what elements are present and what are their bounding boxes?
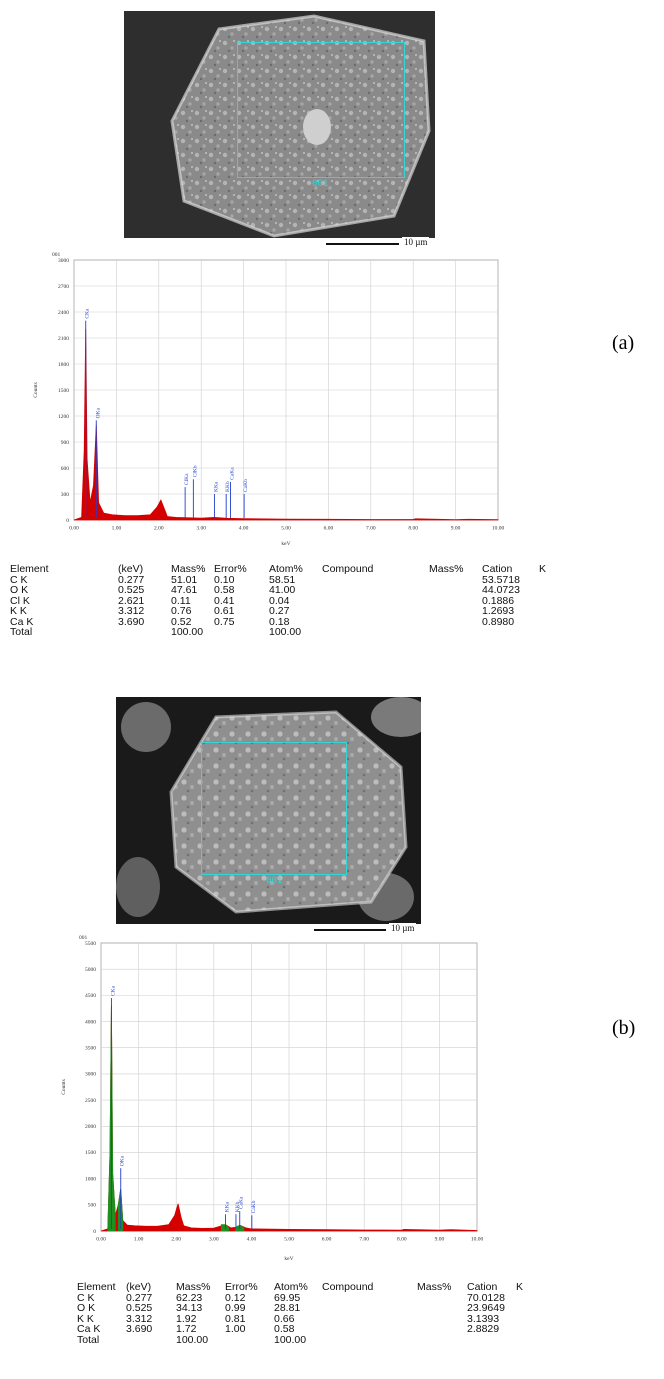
y-tick-label: 0 xyxy=(66,517,69,524)
table-cell: O K xyxy=(10,584,29,596)
column-header: Compound xyxy=(322,1281,374,1293)
x-tick-label: 2.00 xyxy=(153,525,164,532)
table-cell xyxy=(539,617,549,628)
y-tick-label: 900 xyxy=(60,439,69,446)
table-header-row xyxy=(77,1282,526,1293)
x-tick-label: 4.00 xyxy=(246,1236,257,1243)
line-marker-label: CaKa xyxy=(238,1196,245,1210)
table-cell xyxy=(322,585,429,596)
roi-box-a xyxy=(237,42,405,178)
scale-label-a: 10 µm xyxy=(404,237,428,247)
table-cell: 0.99 xyxy=(225,1302,246,1314)
y-tick-label: 2400 xyxy=(58,309,69,316)
column-header: K xyxy=(516,1281,524,1293)
table-cell: 23.9649 xyxy=(467,1302,505,1314)
eds-table-a xyxy=(10,564,549,638)
table-cell: 0.277 xyxy=(118,573,145,586)
table-cell: 0.76 xyxy=(171,605,192,617)
scale-bar-a xyxy=(326,243,399,245)
y-tick-label: 300 xyxy=(60,491,69,498)
table-cell xyxy=(322,617,429,628)
table-cell: 34.13 xyxy=(176,1302,203,1314)
eds-spectrum-a xyxy=(28,246,510,548)
table-cell: 100.00 xyxy=(171,626,204,638)
y-tick-label: 1200 xyxy=(58,413,69,420)
y-tick-label: 500 xyxy=(87,1202,96,1209)
table-cell: Ca K xyxy=(77,1323,101,1335)
table-cell: Total xyxy=(77,1333,100,1346)
x-tick-label: 6.00 xyxy=(323,525,334,532)
scale-label-b: 10 µm xyxy=(391,923,415,933)
table-row xyxy=(10,627,549,638)
y-tick-label: 1000 xyxy=(85,1176,96,1183)
sem-micrograph-b xyxy=(116,697,421,924)
table-cell xyxy=(539,606,549,617)
table-cell: 0.58 xyxy=(274,1323,295,1335)
x-tick-label: 5.00 xyxy=(284,1236,294,1243)
table-cell: Cl K xyxy=(10,594,30,607)
y-tick-label: 2100 xyxy=(58,335,69,342)
table-cell xyxy=(126,1335,176,1346)
x-tick-label: 1.00 xyxy=(133,1236,144,1243)
x-axis-label: keV xyxy=(281,541,291,547)
line-marker-label: ClKa xyxy=(184,473,191,486)
y-axis-label: Counts xyxy=(61,1079,67,1095)
y-tick-label: 5000 xyxy=(85,966,96,973)
table-cell: 0.10 xyxy=(214,573,235,586)
table-cell: 0.58 xyxy=(214,584,235,596)
column-header: Mass% xyxy=(417,1281,452,1293)
table-cell: 51.01 xyxy=(171,573,198,586)
y-tick-label: 2700 xyxy=(58,283,69,290)
table-cell xyxy=(417,1293,467,1304)
table-cell: 69.95 xyxy=(274,1291,301,1304)
column-header: Error% xyxy=(225,1281,258,1293)
table-cell xyxy=(322,1303,417,1314)
roi-label-a: 001 xyxy=(312,179,329,189)
y-tick-label: 600 xyxy=(60,465,69,472)
table-cell: 1.92 xyxy=(176,1312,197,1325)
x-tick-label: 8.00 xyxy=(396,1236,407,1243)
table-cell xyxy=(539,575,549,586)
y-tick-label: 4000 xyxy=(85,1019,96,1026)
table-cell xyxy=(516,1303,526,1314)
y-tick-label: 3000 xyxy=(58,257,69,264)
table-cell: 2.621 xyxy=(118,594,145,607)
column-header: Compound xyxy=(322,563,374,575)
table-cell xyxy=(516,1314,526,1325)
x-tick-label: 3.00 xyxy=(196,525,207,532)
roi-box-b xyxy=(201,742,347,875)
table-cell: C K xyxy=(10,573,28,586)
column-header: Atom% xyxy=(274,1281,308,1293)
table-cell: 2.8829 xyxy=(467,1323,500,1335)
table-cell: 3.312 xyxy=(126,1312,153,1325)
table-cell: 0.27 xyxy=(269,605,290,617)
table-cell: 0.52 xyxy=(171,615,192,628)
table-cell xyxy=(322,596,429,607)
x-tick-label: 9.00 xyxy=(434,1236,445,1243)
table-cell: 0.277 xyxy=(126,1291,153,1304)
column-header: Cation xyxy=(482,563,513,575)
table-cell xyxy=(417,1324,467,1335)
table-cell: 62.23 xyxy=(176,1291,203,1304)
table-cell: 1.2693 xyxy=(482,605,515,617)
x-tick-label: 2.00 xyxy=(171,1236,182,1243)
x-tick-label: 6.00 xyxy=(321,1236,332,1243)
table-cell: 53.5718 xyxy=(482,573,520,586)
table-cell xyxy=(118,627,171,638)
table-cell: 100.00 xyxy=(176,1333,209,1346)
table-cell xyxy=(225,1335,274,1346)
table-cell: Total xyxy=(10,626,33,638)
table-cell xyxy=(322,575,429,586)
table-cell xyxy=(539,585,549,596)
table-header-row xyxy=(10,564,549,575)
column-header: (keV) xyxy=(118,563,144,575)
table-cell: Ca K xyxy=(10,615,34,628)
table-cell: 47.61 xyxy=(171,584,198,596)
x-tick-label: 10.00 xyxy=(491,525,505,532)
table-cell: 1.00 xyxy=(225,1323,246,1335)
table-cell: C K xyxy=(77,1291,95,1304)
table-cell xyxy=(322,1324,417,1335)
table-cell: 44.0723 xyxy=(482,584,520,596)
x-tick-label: 0.00 xyxy=(69,525,79,532)
column-header: Mass% xyxy=(171,563,206,575)
eds-table-b xyxy=(77,1282,526,1345)
line-marker-label: CKa xyxy=(110,985,117,996)
x-tick-label: 0.00 xyxy=(96,1236,106,1243)
table-cell xyxy=(417,1303,467,1314)
table-cell xyxy=(429,617,482,628)
table-cell xyxy=(429,606,482,617)
table-cell: 0.1886 xyxy=(482,594,515,607)
line-marker-label: KKa xyxy=(224,1201,231,1213)
table-cell: 0.12 xyxy=(225,1291,246,1304)
x-axis-label: keV xyxy=(284,1256,294,1262)
x-tick-label: 7.00 xyxy=(365,525,376,532)
table-row xyxy=(77,1324,526,1335)
table-cell xyxy=(467,1335,516,1346)
table-cell xyxy=(322,1314,417,1325)
x-tick-label: 8.00 xyxy=(408,525,419,532)
x-tick-label: 10.00 xyxy=(470,1236,484,1243)
table-cell xyxy=(516,1335,526,1346)
column-header: K xyxy=(539,563,547,575)
table-cell xyxy=(516,1324,526,1335)
y-tick-label: 3500 xyxy=(85,1045,96,1052)
table-cell: O K xyxy=(77,1302,96,1314)
table-cell xyxy=(322,1293,417,1304)
table-cell: 100.00 xyxy=(274,1333,307,1346)
x-tick-label: 3.00 xyxy=(208,1236,219,1243)
table-cell xyxy=(214,627,269,638)
line-marker-label: CaKb xyxy=(243,479,250,492)
column-header: Error% xyxy=(214,563,247,575)
column-header: Cation xyxy=(467,1281,498,1293)
line-marker-label: KKb xyxy=(225,481,232,492)
table-cell xyxy=(429,627,482,638)
y-tick-label: 4500 xyxy=(85,993,96,1000)
x-tick-label: 9.00 xyxy=(450,525,461,532)
table-cell: 0.41 xyxy=(214,594,235,607)
table-cell: K K xyxy=(10,605,27,617)
table-cell: 0.04 xyxy=(269,594,290,607)
table-cell xyxy=(429,596,482,607)
spectrum-id: 001 xyxy=(79,935,88,941)
eds-spectrum-b xyxy=(56,931,490,1263)
table-cell xyxy=(322,606,429,617)
table-cell: 3.690 xyxy=(126,1323,153,1335)
table-cell xyxy=(516,1293,526,1304)
table-cell xyxy=(322,1335,417,1346)
line-marker-label: OKa xyxy=(119,1155,126,1167)
table-cell: 0.8980 xyxy=(482,615,515,628)
table-cell: 0.66 xyxy=(274,1312,295,1325)
table-row xyxy=(10,585,549,596)
y-axis-label: Counts xyxy=(33,382,39,398)
table-cell xyxy=(417,1314,467,1325)
table-row xyxy=(77,1303,526,1314)
table-cell: 0.11 xyxy=(171,594,191,607)
y-tick-label: 1500 xyxy=(58,387,69,394)
line-marker-label: KKa xyxy=(213,481,220,492)
line-marker-label: KKb xyxy=(234,1201,241,1213)
table-cell xyxy=(417,1335,467,1346)
x-tick-label: 5.00 xyxy=(281,525,291,532)
line-marker-label: CaKb xyxy=(250,1200,257,1214)
line-marker-label: CKa xyxy=(84,308,91,319)
sem-micrograph-a xyxy=(124,11,435,238)
column-header: (keV) xyxy=(126,1281,152,1293)
table-cell xyxy=(539,596,549,607)
x-tick-label: 1.00 xyxy=(111,525,122,532)
panel-label-a: (a) xyxy=(612,332,635,354)
x-tick-label: 7.00 xyxy=(359,1236,370,1243)
table-cell xyxy=(429,575,482,586)
line-marker-label: CaKa xyxy=(229,467,236,480)
table-cell xyxy=(429,585,482,596)
spectrum-id: 001 xyxy=(52,252,61,258)
table-cell: 3.690 xyxy=(118,615,145,628)
y-tick-label: 5500 xyxy=(85,940,96,947)
table-cell: 100.00 xyxy=(269,626,302,638)
table-cell: 1.72 xyxy=(176,1323,197,1335)
table-cell xyxy=(482,627,539,638)
column-header: Mass% xyxy=(429,563,464,575)
table-row xyxy=(10,606,549,617)
y-tick-label: 1800 xyxy=(58,361,69,368)
table-cell: K K xyxy=(77,1312,94,1325)
table-cell: 0.81 xyxy=(225,1312,246,1325)
table-cell: 58.51 xyxy=(269,573,296,586)
table-cell: 28.81 xyxy=(274,1302,301,1314)
roi-label-b: 001 xyxy=(266,876,283,886)
table-row xyxy=(77,1335,526,1346)
column-header: Element xyxy=(77,1281,116,1293)
column-header: Element xyxy=(10,563,49,575)
line-marker-label: OKa xyxy=(95,407,102,419)
table-cell: 3.1393 xyxy=(467,1312,500,1325)
table-cell: 3.312 xyxy=(118,605,145,617)
column-header: Atom% xyxy=(269,563,303,575)
y-tick-label: 2500 xyxy=(85,1097,96,1104)
table-cell: 0.525 xyxy=(118,584,145,596)
y-tick-label: 0 xyxy=(93,1228,96,1235)
y-tick-label: 1500 xyxy=(85,1150,96,1157)
x-tick-label: 4.00 xyxy=(238,525,249,532)
table-cell: 0.75 xyxy=(214,615,235,628)
column-header: Mass% xyxy=(176,1281,211,1293)
line-marker-label: ClKb xyxy=(192,465,199,478)
table-cell: 0.18 xyxy=(269,615,290,628)
panel-label-b: (b) xyxy=(612,1017,636,1039)
table-cell: 0.525 xyxy=(126,1302,153,1314)
y-tick-label: 3000 xyxy=(85,1071,96,1078)
table-cell: 41.00 xyxy=(269,584,296,596)
table-cell: 0.61 xyxy=(214,605,235,617)
table-cell xyxy=(322,627,429,638)
table-cell xyxy=(539,627,549,638)
table-cell: 70.0128 xyxy=(467,1291,505,1304)
y-tick-label: 2000 xyxy=(85,1124,96,1131)
